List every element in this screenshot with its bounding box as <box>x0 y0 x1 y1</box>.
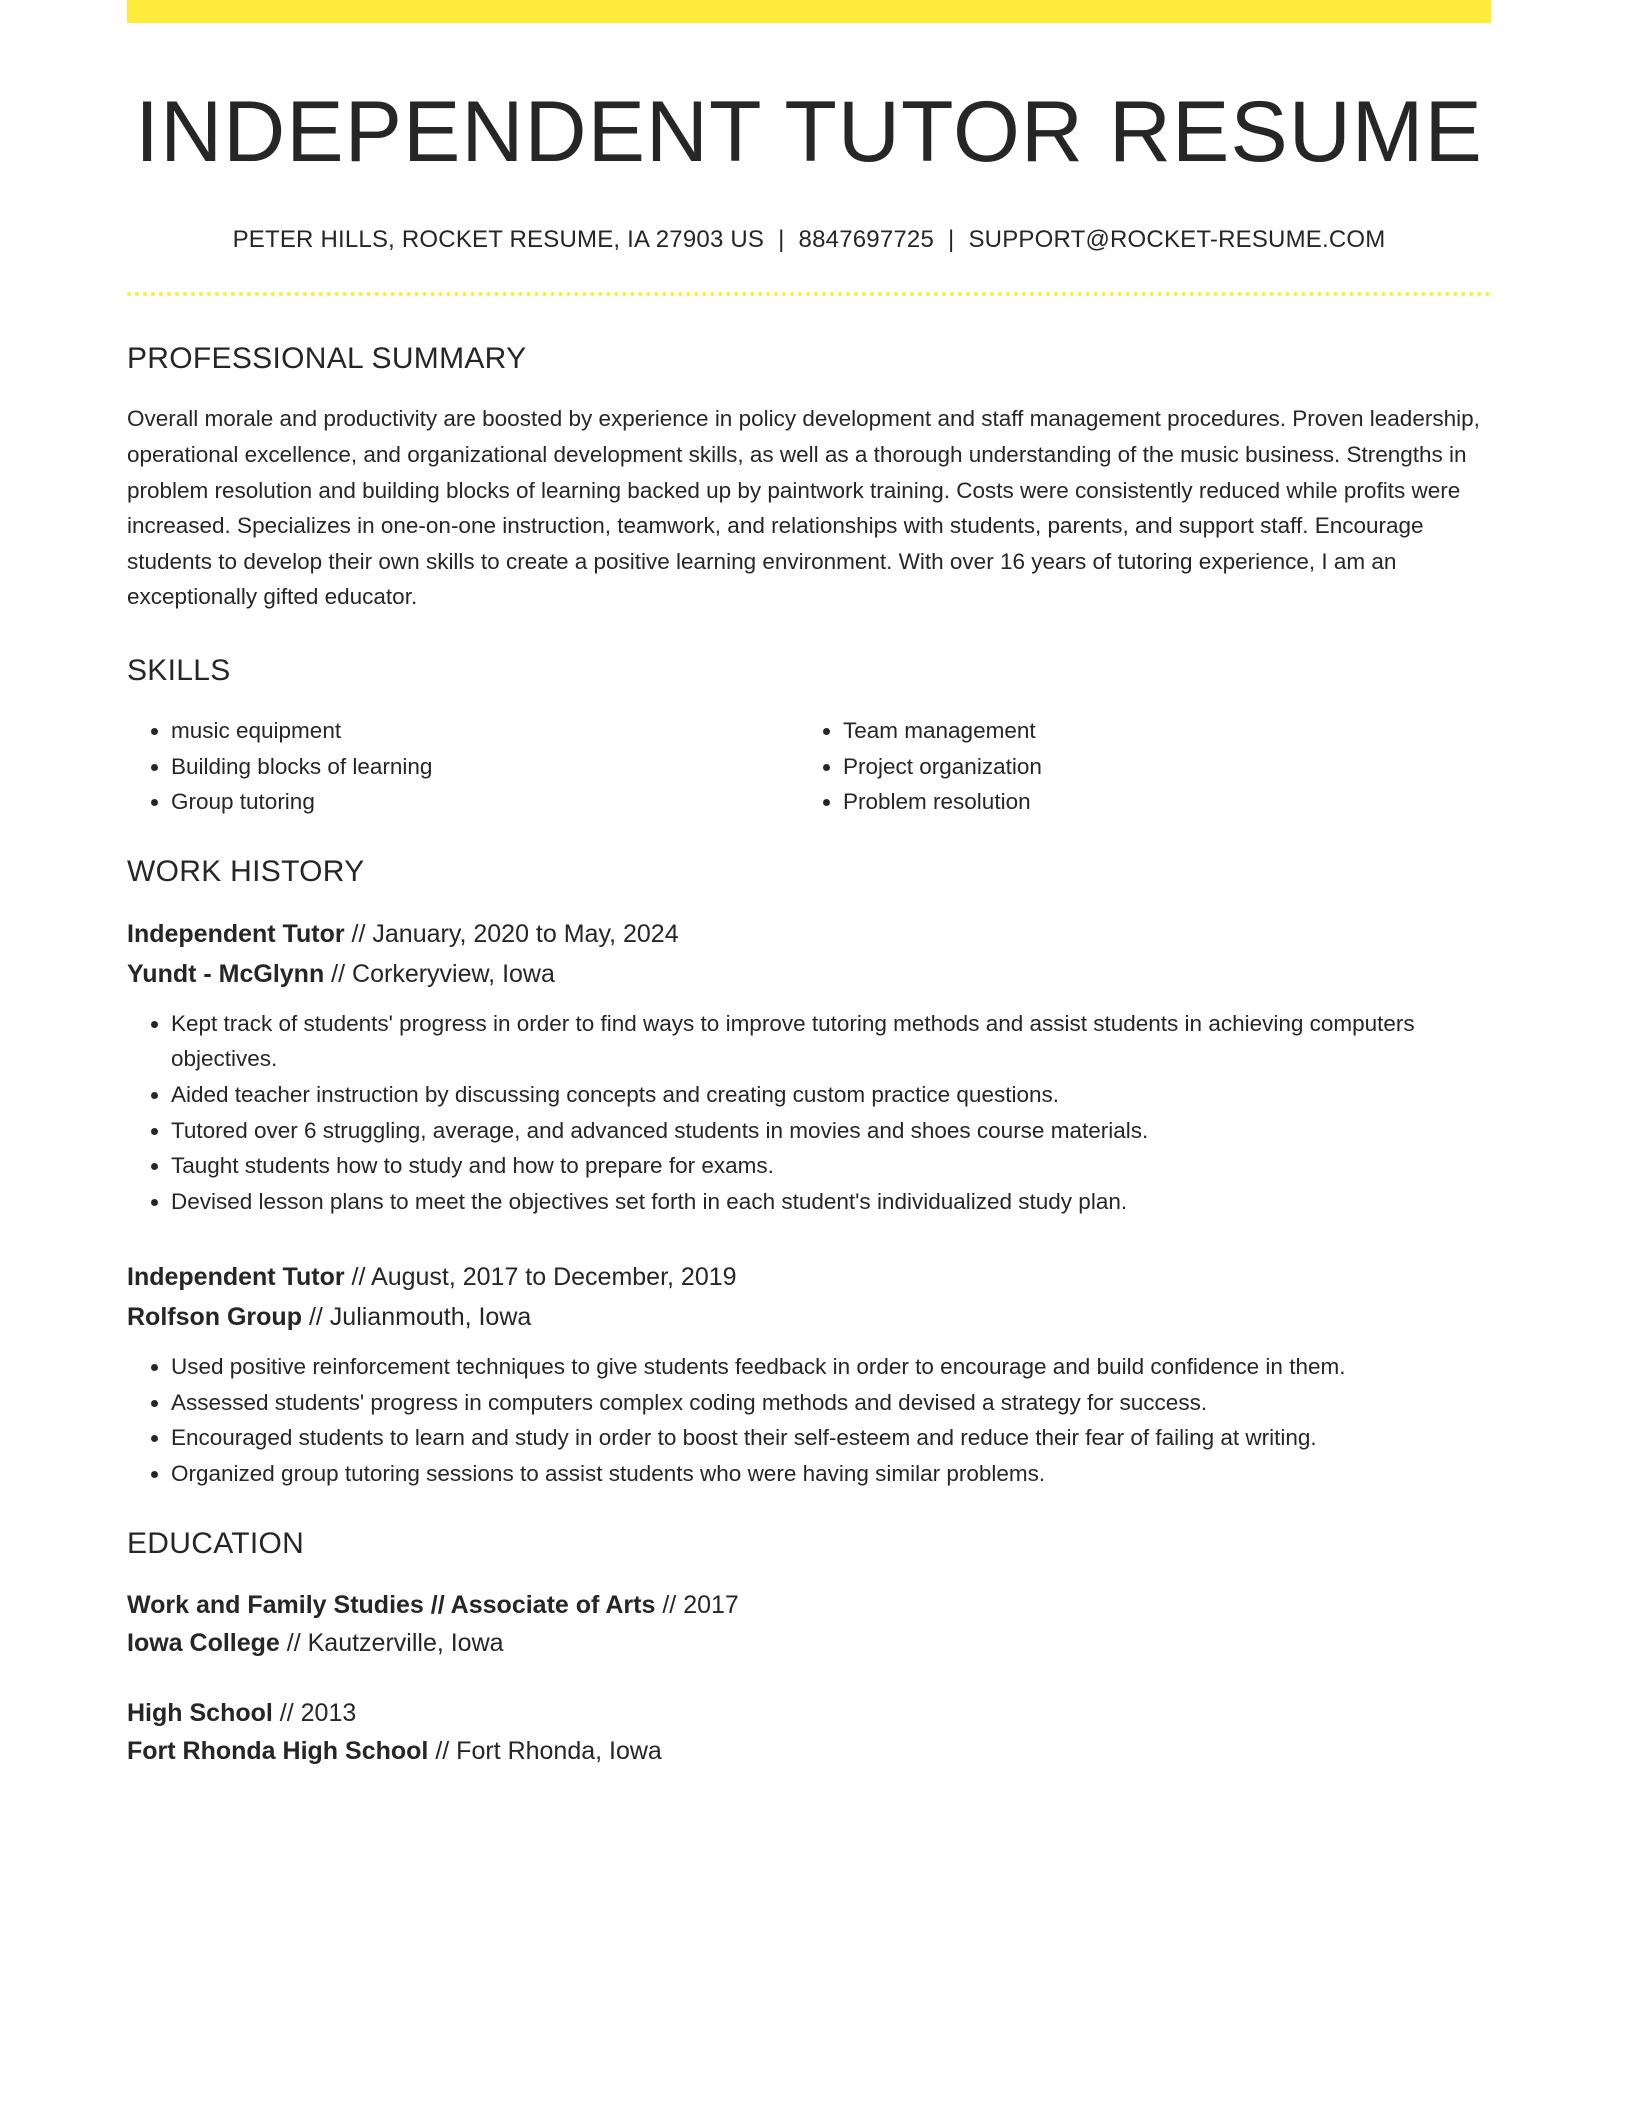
education-entry <box>127 1586 1491 1662</box>
resume-page <box>127 0 1491 1770</box>
contact-line <box>127 226 1491 255</box>
education-year: 2017 <box>683 1590 739 1619</box>
work-history-heading: WORK HISTORY <box>127 854 365 888</box>
job-dates: August, 2017 to December, 2019 <box>371 1263 737 1292</box>
skills-list-left <box>127 713 799 820</box>
contact-phone: 8847697725 <box>798 225 935 253</box>
skill-item: • music equipment <box>171 713 799 749</box>
job-title-line <box>127 914 1491 954</box>
divider: // <box>308 1303 323 1332</box>
education-degree: Work and Family Studies // Associate of Arts <box>127 1590 656 1619</box>
job-company: Rolfson Group <box>127 1303 302 1332</box>
education-degree-line <box>127 1586 1491 1624</box>
job-dates: January, 2020 to May, 2024 <box>372 919 679 948</box>
education-degree-line <box>127 1694 1491 1732</box>
skill-item: • Problem resolution <box>843 784 1471 820</box>
job-duty: • Taught students how to study and how to prepare for exams. <box>171 1148 1491 1184</box>
skill-item: • Group tutoring <box>171 784 799 820</box>
job-company-line <box>127 1297 1491 1337</box>
education-entry <box>127 1694 1491 1770</box>
contact-email: SUPPORT@ROCKET-RESUME.COM <box>968 225 1386 253</box>
divider: // <box>662 1590 677 1619</box>
job-duty: • Tutored over 6 struggling, average, and advanced students in movies and shoes course materials. <box>171 1113 1491 1149</box>
skill-item: • Project organization <box>843 749 1471 785</box>
job-duty: • Encouraged students to learn and study in order to boost their self-esteem and reduce their fear of failing at writing. <box>171 1420 1491 1456</box>
divider: // <box>279 1698 294 1727</box>
divider: // <box>331 959 346 988</box>
accent-top-bar <box>127 0 1491 23</box>
job-duty: • Used positive reinforcement techniques to give students feedback in order to encourage and build confidence in them. <box>171 1349 1491 1385</box>
job-location: Corkeryview, Iowa <box>352 959 555 988</box>
job-company: Yundt - McGlynn <box>127 959 325 988</box>
job-duty: • Aided teacher instruction by discussing concepts and creating custom practice questions. <box>171 1077 1491 1113</box>
divider: // <box>351 919 366 948</box>
job-duties-list <box>127 1349 1491 1491</box>
job-company-line <box>127 954 1491 994</box>
education-school: Fort Rhonda High School <box>127 1736 429 1765</box>
job-entry <box>127 914 1491 1220</box>
education-location: Kautzerville, Iowa <box>307 1628 504 1657</box>
divider: // <box>435 1736 450 1765</box>
education-school: Iowa College <box>127 1628 280 1657</box>
job-title: Independent Tutor <box>127 1263 345 1292</box>
divider: // <box>351 1263 366 1292</box>
contact-separator: | <box>778 225 785 253</box>
skills-heading: SKILLS <box>127 653 231 687</box>
header-divider <box>127 292 1491 296</box>
job-duties-list <box>127 1006 1491 1220</box>
skills-list-right <box>799 713 1471 820</box>
job-duty: • Kept track of students' progress in order to find ways to improve tutoring methods and assist students in achieving computers objectives. <box>171 1006 1491 1077</box>
contact-separator: | <box>948 225 955 253</box>
job-duty: • Organized group tutoring sessions to assist students who were having similar problems. <box>171 1456 1491 1492</box>
job-duty: • Assessed students' progress in computers complex coding methods and devised a strategy for success. <box>171 1385 1491 1421</box>
education-school-line <box>127 1624 1491 1662</box>
skill-item: • Team management <box>843 713 1471 749</box>
summary-text: Overall morale and productivity are boosted by experience in policy development and staff management procedures. Proven leadership, operational excellence, and organizational development skills, as well as a thorough understanding of the music business. Strengths in problem resolution and building blocks of learning backed up by paintwork training. Costs were consistently reduced while profits were increased. Specializes in one-on-one instruction, teamwork, and relationships with students, parents, and support staff. Encourage students to develop their own skills to create a positive learning environment. With over 16 years of tutoring experience, I am an exceptionally gifted educator. <box>127 406 1480 610</box>
education-heading: EDUCATION <box>127 1526 305 1560</box>
contact-address: PETER HILLS, ROCKET RESUME, IA 27903 US <box>232 225 765 253</box>
education-degree: High School <box>127 1698 273 1727</box>
education-location: Fort Rhonda, Iowa <box>456 1736 662 1765</box>
job-location: Julianmouth, Iowa <box>329 1303 532 1332</box>
page-title: INDEPENDENT TUTOR RESUME <box>135 84 1483 180</box>
education-school-line <box>127 1732 1491 1770</box>
skill-item: • Building blocks of learning <box>171 749 799 785</box>
summary-heading: PROFESSIONAL SUMMARY <box>127 342 527 376</box>
job-entry <box>127 1257 1491 1491</box>
job-title-line <box>127 1257 1491 1297</box>
skills-grid <box>127 713 1491 820</box>
job-duty: • Devised lesson plans to meet the objectives set forth in each student's individualized study plan. <box>171 1184 1491 1220</box>
divider: // <box>286 1628 301 1657</box>
education-year: 2013 <box>300 1698 357 1727</box>
job-title: Independent Tutor <box>127 919 345 948</box>
